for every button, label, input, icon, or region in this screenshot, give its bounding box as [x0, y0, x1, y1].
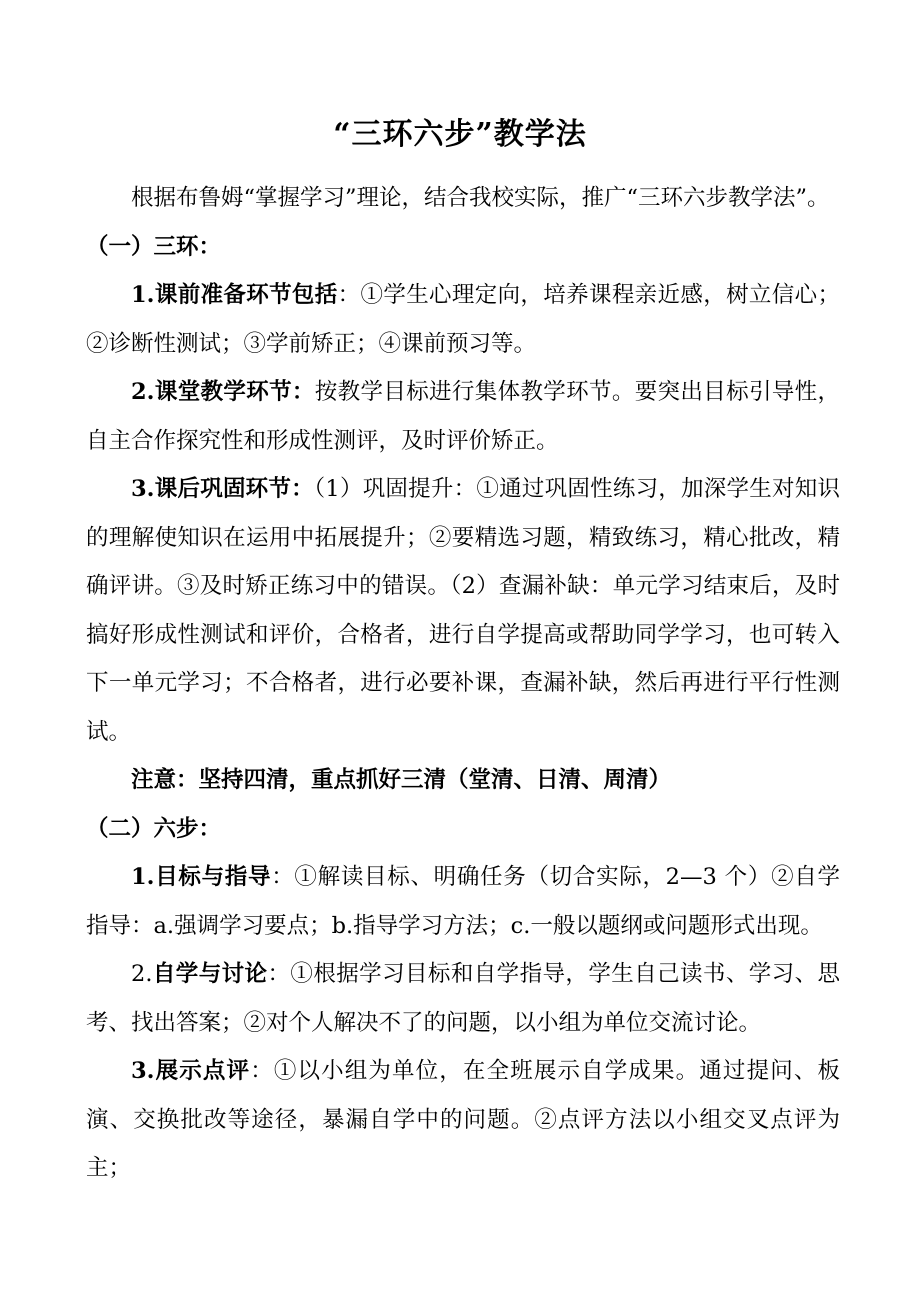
three-links-item-1: [86, 271, 840, 368]
six-steps-item-3: [86, 1047, 840, 1193]
three-links-item-3: [86, 465, 840, 756]
three-links-item-2: [86, 368, 840, 465]
section-heading-three-links: （一）三环：: [86, 233, 222, 260]
item-text: 按教学目标进行集体教学环节。要突出目标引导性，自主合作探究性和形成性测评，及时评价矫正。: [86, 379, 840, 454]
six-steps-item-2: [86, 950, 840, 1047]
intro-paragraph: 根据布鲁姆“掌握学习”理论，结合我校实际，推广“三环六步教学法”。: [131, 185, 830, 211]
item-lead: 3.课后巩固环节：: [131, 476, 314, 502]
item-text: ：①解读目标、明确任务（切合实际，2—3 个）②自学指导：a.强调学习要点；b.指导学习方法；c.一般以题纲或问题形式出现。: [86, 864, 840, 939]
document-title: “三环六步”教学法: [333, 117, 587, 152]
note-line: 注意：坚持四清，重点抓好三清（堂清、日清、周清）: [131, 767, 672, 793]
item-text: （1）巩固提升：①通过巩固性练习，加深学生对知识的理解使知识在运用中拓展提升；②要精选习题，精致练习，精心批改，精确评讲。③及时矫正练习中的错误。（2）查漏补缺：单元学习结束后，及时搞好形成性测试和评价，合格者，进行自学提高或帮助同学学习，也可转入下一单元学习；不合格者，进行必要补课，查漏补缺，然后再进行平行性测试。: [86, 476, 840, 745]
item-lead: 3.展示点评: [131, 1058, 251, 1084]
item-lead: 1.目标与指导: [131, 864, 272, 890]
section-heading-six-steps: （二）六步：: [86, 815, 222, 842]
item-text: ：①根据学习目标和自学指导，学生自己读书、学习、思考、找出答案；②对个人解决不了的问题，以小组为单位交流讨论。: [86, 961, 840, 1036]
document-body: [86, 174, 840, 1193]
six-steps-item-1: [86, 853, 840, 950]
item-number: 2.: [131, 961, 153, 987]
item-text: ：①学生心理定向，培养课程亲近感，树立信心；②诊断性测试；③学前矫正；④课前预习等。: [86, 282, 840, 357]
item-lead: 1.课前准备环节包括: [131, 282, 338, 308]
item-text: ：①以小组为单位，在全班展示自学成果。通过提问、板演、交换批改等途径，暴漏自学中的问题。②点评方法以小组交叉点评为主；: [86, 1058, 840, 1181]
item-lead: 2.课堂教学环节：: [131, 379, 315, 405]
item-lead: 自学与讨论: [152, 961, 268, 987]
